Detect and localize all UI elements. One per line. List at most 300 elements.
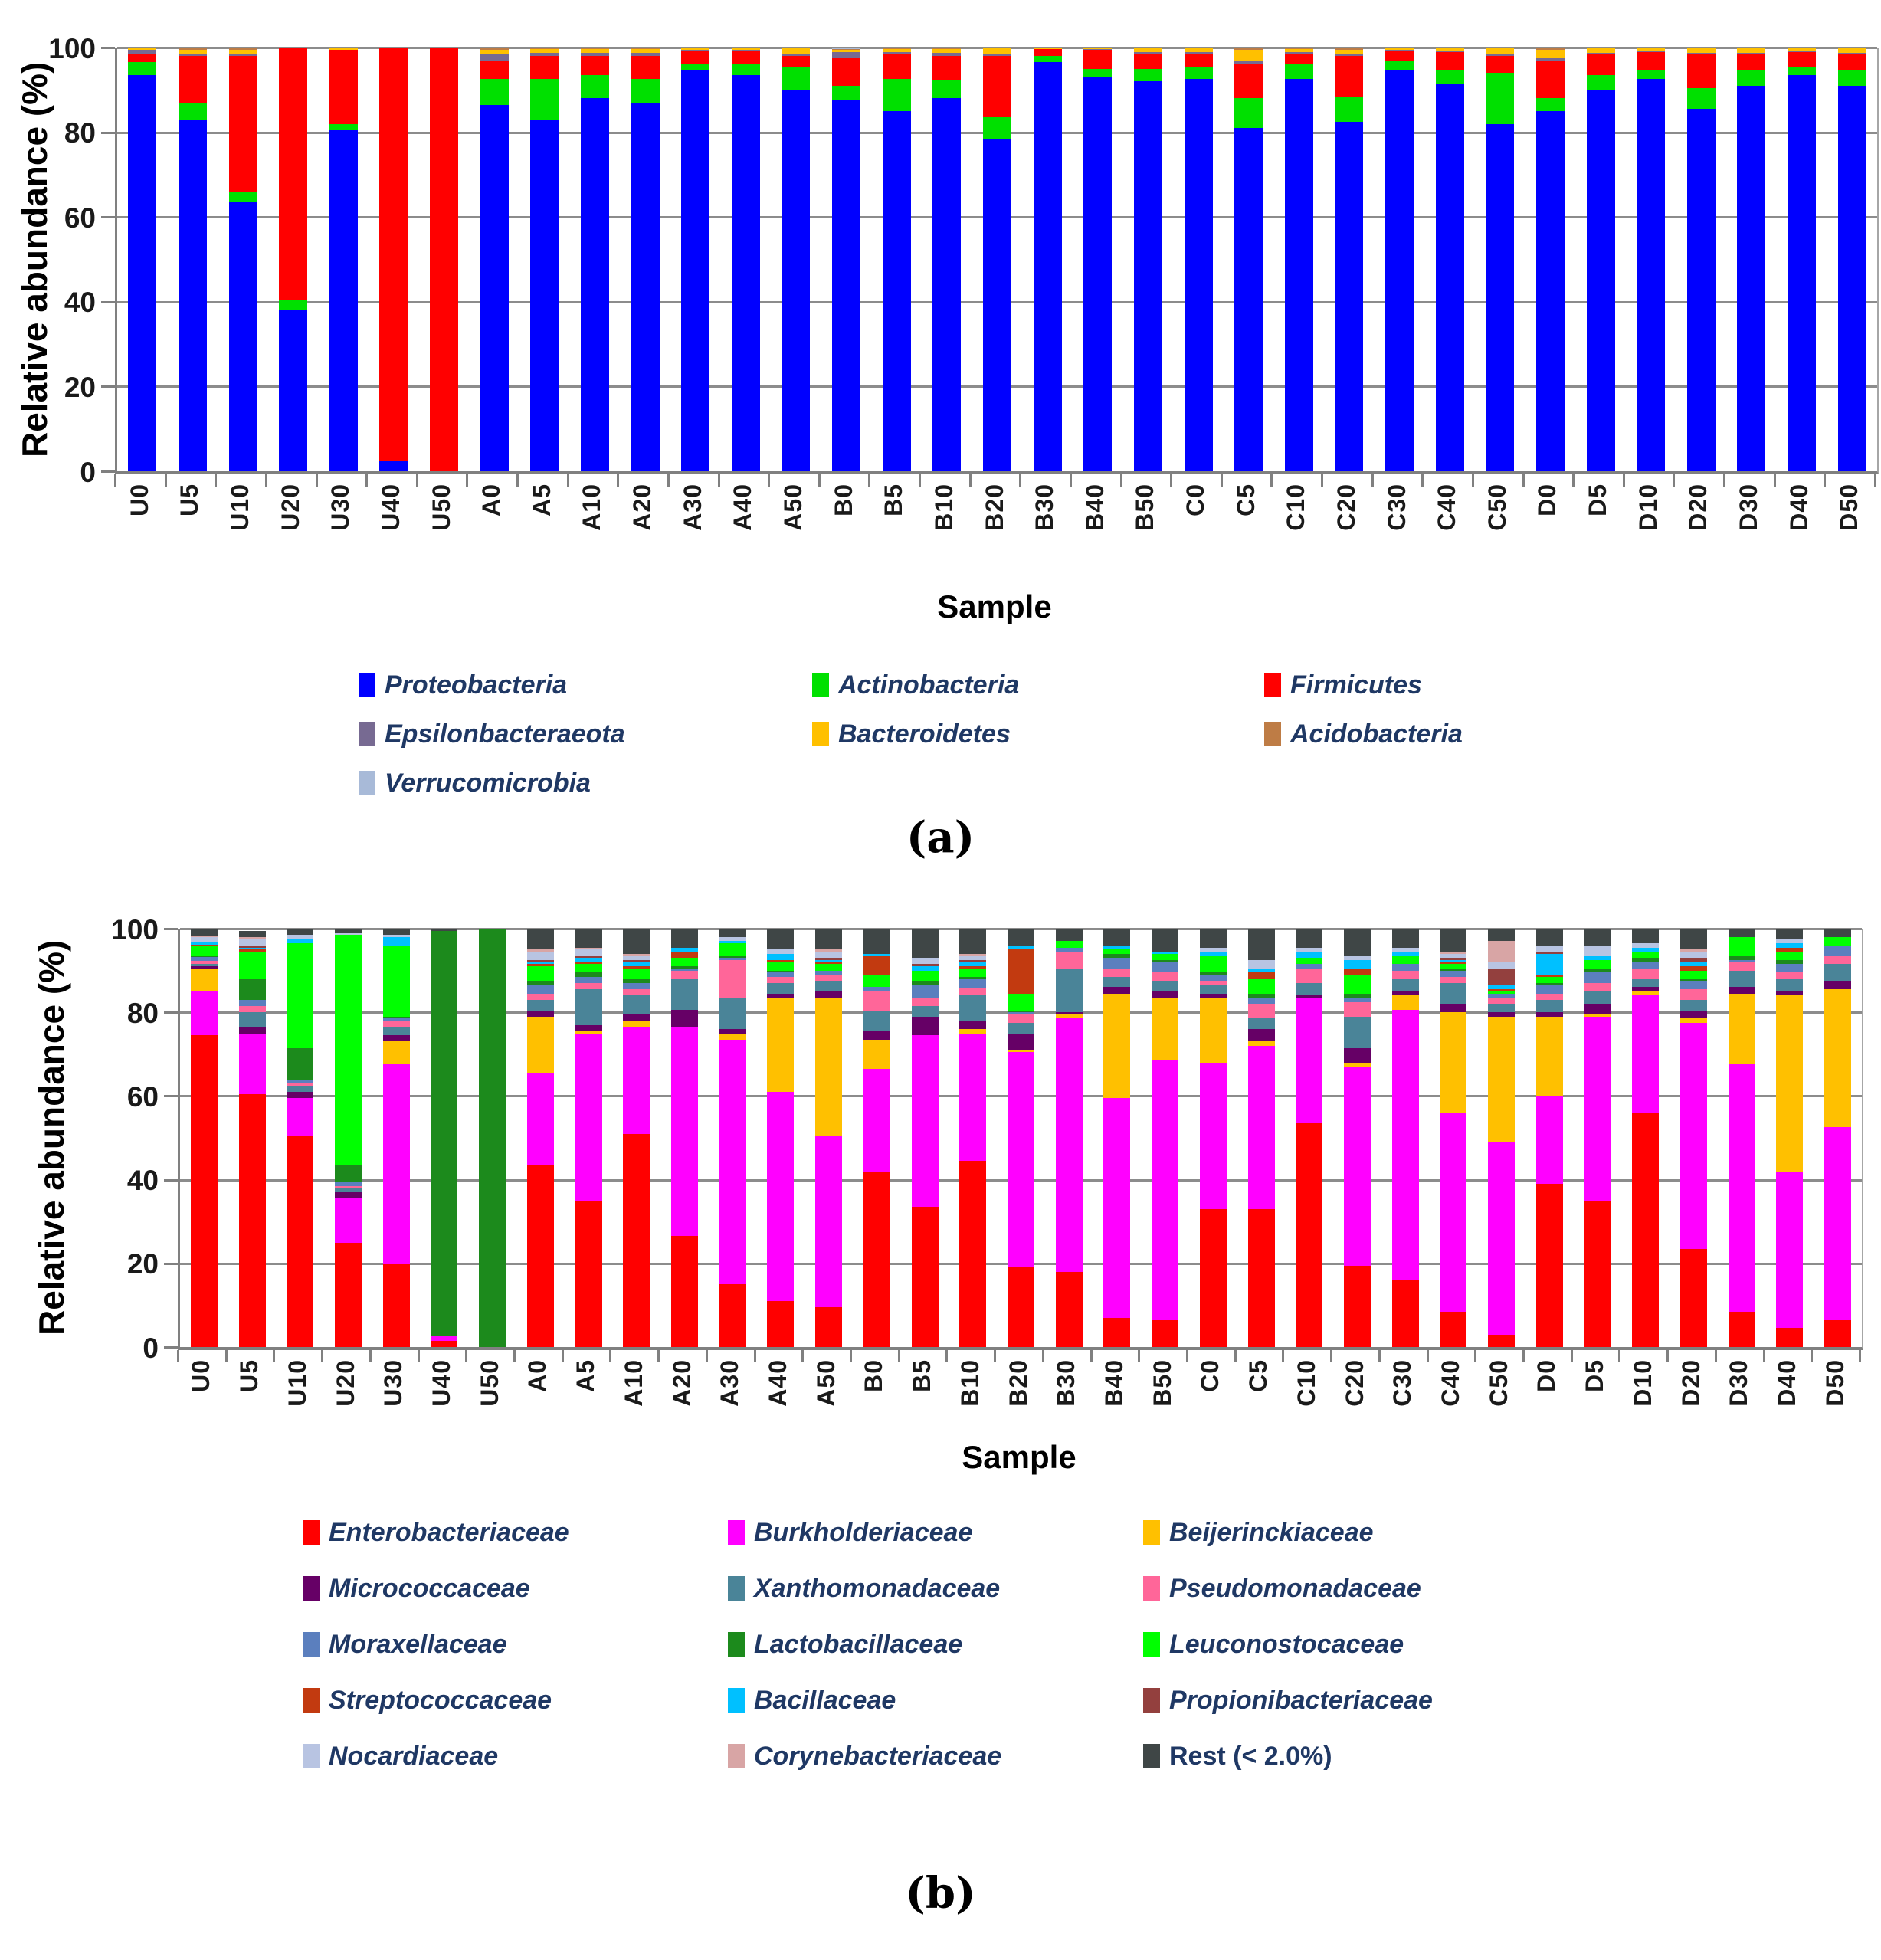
segment-firmicutes [1335, 56, 1363, 97]
segment-micrococcaceae [1680, 1011, 1707, 1019]
legend-label: Rest (< 2.0%) [1169, 1741, 1332, 1771]
segment-enterobacteriaceae [239, 1094, 266, 1347]
segment-xanthomonadaceae [1776, 979, 1803, 991]
segment-rest-2-0- [1536, 929, 1563, 946]
segment-beijerinckiaceae [1536, 1017, 1563, 1096]
segment-proteobacteria [832, 100, 860, 471]
segment-actinobacteria [530, 79, 559, 120]
legend-item-proteobacteria [359, 668, 567, 702]
segment-actinobacteria [1083, 69, 1112, 77]
legend-swatch [1264, 722, 1281, 746]
legend-swatch [728, 1744, 745, 1768]
segment-moraxellaceae [1584, 972, 1611, 983]
legend-item-firmicutes [1264, 668, 1422, 702]
segment-actinobacteria [1536, 98, 1565, 111]
segment-micrococcaceae [527, 1011, 554, 1017]
segment-rest-2-0- [383, 929, 410, 935]
segment-leuconostocaceae [335, 935, 362, 1165]
segment-nocardiaceae [575, 949, 602, 955]
segment-burkholderiaceae [239, 1034, 266, 1094]
x-tick-mark [1270, 474, 1273, 487]
segment-rest-2-0- [1344, 929, 1371, 955]
segment-moraxellaceae [575, 977, 602, 983]
segment-proteobacteria [883, 111, 911, 471]
segment-burkholderiaceae [623, 1027, 650, 1133]
segment-enterobacteriaceae [719, 1284, 746, 1347]
segment-leuconostocaceae [1056, 941, 1083, 947]
segment-beijerinckiaceae [815, 998, 842, 1136]
bar-C30 [1385, 48, 1414, 471]
bar-C50 [1486, 48, 1514, 471]
segment-firmicutes [128, 54, 156, 62]
segment-actinobacteria [1436, 70, 1464, 84]
legend-swatch [1264, 673, 1281, 697]
y-tick-label-0: 0 [80, 456, 96, 488]
segment-actinobacteria [1385, 61, 1414, 71]
x-tick-mark [465, 1350, 467, 1362]
segment-leuconostocaceae [527, 966, 554, 981]
legend-swatch [728, 1576, 745, 1601]
segment-actinobacteria [179, 103, 207, 120]
segment-leuconostocaceae [1392, 956, 1419, 965]
legend-label: Moraxellaceae [329, 1629, 507, 1659]
segment-firmicutes [1587, 54, 1615, 75]
segment-enterobacteriaceae [1103, 1318, 1130, 1347]
segment-pseudomonadaceae [623, 989, 650, 995]
y-tick-label-20: 20 [126, 1248, 159, 1280]
x-tick-label-B30: B30 [1052, 1359, 1080, 1407]
segment-firmicutes [782, 56, 810, 67]
y-tick-label-40: 40 [126, 1165, 159, 1197]
legend-swatch [812, 673, 829, 697]
x-tick-mark [1421, 474, 1424, 487]
legend-label: Bacillaceae [754, 1685, 896, 1715]
bar-C40 [1436, 48, 1464, 471]
x-tick-mark [1572, 474, 1575, 487]
segment-xanthomonadaceae [1296, 983, 1322, 995]
x-tick-mark [1811, 1350, 1813, 1362]
bar-A20 [671, 929, 698, 1347]
x-tick-mark [562, 1350, 564, 1362]
segment-actinobacteria [229, 192, 257, 202]
segment-actinobacteria [1637, 70, 1665, 79]
x-tick-mark [1723, 474, 1725, 487]
segment-xanthomonadaceae [1824, 964, 1851, 981]
segment-enterobacteriaceae [815, 1307, 842, 1347]
segment-burkholderiaceae [1008, 1052, 1034, 1267]
bar-A50 [782, 48, 810, 471]
segment-propionibacteriaceae [1488, 969, 1515, 985]
legend-item-xanthomonadaceae [728, 1572, 1000, 1605]
segment-rest-2-0- [239, 931, 266, 937]
segment-micrococcaceae [863, 1031, 890, 1040]
segment-rest-2-0- [1729, 929, 1755, 937]
segment-burkholderiaceae [527, 1073, 554, 1165]
bar-B10 [959, 929, 986, 1347]
legend-item-bacillaceae [728, 1683, 896, 1717]
segment-enterobacteriaceae [335, 1243, 362, 1348]
segment-xanthomonadaceae [719, 998, 746, 1029]
legend-label: Xanthomonadaceae [754, 1573, 1001, 1603]
segment-firmicutes [1436, 52, 1464, 71]
segment-burkholderiaceae [1200, 1063, 1227, 1209]
segment-bacteroidetes [179, 50, 207, 55]
segment-pseudomonadaceae [1536, 994, 1563, 1000]
bar-D0 [1536, 929, 1563, 1347]
x-tick-mark [1427, 1350, 1429, 1362]
y-axis-title-b: Relative abundance (%) [31, 939, 71, 1336]
bar-U5 [239, 929, 266, 1347]
segment-leuconostocaceae [719, 943, 746, 955]
x-tick-mark [365, 474, 368, 487]
y-tick-mark-20 [101, 385, 115, 388]
x-tick-label-U50: U50 [475, 1359, 503, 1407]
segment-beijerinckiaceae [767, 998, 794, 1092]
legend-label: Beijerinckiaceae [1169, 1517, 1374, 1547]
x-tick-label-D30: D30 [1725, 1359, 1753, 1407]
x-tick-label-C5: C5 [1231, 483, 1260, 516]
bar-D50 [1824, 929, 1851, 1347]
segment-burkholderiaceae [383, 1064, 410, 1263]
x-tick-label-U0: U0 [187, 1359, 215, 1392]
y-tick-mark-0 [101, 470, 115, 473]
x-tick-mark [567, 474, 569, 487]
bar-U20 [279, 48, 307, 471]
segment-beijerinckiaceae [1776, 995, 1803, 1171]
segment-pseudomonadaceae [671, 971, 698, 979]
segment-micrococcaceae [575, 1025, 602, 1031]
segment-burkholderiaceae [1344, 1067, 1371, 1265]
segment-beijerinckiaceae [1440, 1012, 1466, 1113]
segment-leuconostocaceae [1200, 956, 1227, 973]
segment-enterobacteriaceae [1776, 1328, 1803, 1347]
segment-proteobacteria [1536, 111, 1565, 471]
segment-rest-2-0- [1680, 929, 1707, 949]
segment-moraxellaceae [1632, 962, 1659, 969]
x-axis-title-a: Sample [937, 588, 1052, 624]
segment-beijerinckiaceae [1200, 998, 1227, 1063]
legend-swatch [359, 722, 375, 746]
segment-actinobacteria [782, 67, 810, 90]
segment-actinobacteria [1788, 67, 1816, 75]
segment-proteobacteria [279, 310, 307, 471]
x-tick-label-A50: A50 [778, 483, 807, 531]
bar-C5 [1234, 48, 1263, 471]
x-tick-label-U5: U5 [235, 1359, 264, 1392]
x-tick-mark [1120, 474, 1122, 487]
segment-firmicutes [530, 56, 559, 79]
segment-xanthomonadaceae [1392, 979, 1419, 991]
legend-label: Propionibacteriaceae [1169, 1685, 1433, 1715]
segment-rest-2-0- [767, 929, 794, 949]
legend-item-lactobacillaceae [728, 1627, 962, 1661]
segment-burkholderiaceae [1296, 998, 1322, 1123]
segment-rest-2-0- [912, 929, 939, 958]
x-tick-mark [818, 474, 821, 487]
bar-A20 [631, 48, 660, 471]
segment-burkholderiaceae [912, 1035, 939, 1207]
segment-proteobacteria [1185, 79, 1213, 471]
legend-item-actinobacteria [812, 668, 1019, 702]
segment-firmicutes [1788, 52, 1816, 67]
legend-swatch [728, 1632, 745, 1657]
segment-xanthomonadaceae [1729, 971, 1755, 988]
segment-moraxellaceae [912, 985, 939, 998]
segment-micrococcaceae [1584, 1004, 1611, 1014]
segment-proteobacteria [379, 461, 408, 471]
segment-proteobacteria [1788, 75, 1816, 471]
segment-bacteroidetes [1234, 50, 1263, 61]
segment-actinobacteria [983, 117, 1011, 139]
x-tick-mark [1522, 1350, 1525, 1362]
segment-xanthomonadaceae [815, 981, 842, 991]
segment-proteobacteria [1285, 79, 1313, 471]
segment-xanthomonadaceae [1200, 985, 1227, 994]
segment-proteobacteria [530, 120, 559, 471]
segment-actinobacteria [279, 300, 307, 310]
segment-xanthomonadaceae [287, 1086, 313, 1092]
x-tick-label-A10: A10 [619, 1359, 647, 1407]
x-tick-mark [657, 1350, 660, 1362]
segment-micrococcaceae [287, 1092, 313, 1098]
x-tick-label-U30: U30 [379, 1359, 408, 1407]
x-tick-mark [1673, 474, 1675, 487]
segment-nocardiaceae [815, 952, 842, 958]
x-tick-mark [718, 474, 720, 487]
legend-label: Enterobacteriaceae [329, 1517, 569, 1547]
x-tick-mark [617, 474, 619, 487]
x-tick-mark [754, 1350, 756, 1362]
segment-rest-2-0- [527, 929, 554, 949]
segment-rest-2-0- [575, 929, 602, 948]
x-tick-label-B5: B5 [880, 483, 908, 516]
x-tick-label-D10: D10 [1628, 1359, 1657, 1407]
legend-item-streptococcaceae [303, 1683, 552, 1717]
x-tick-label-D20: D20 [1684, 483, 1712, 531]
segment-micrococcaceae [1103, 987, 1130, 993]
segment-leuconostocaceae [912, 971, 939, 982]
segment-enterobacteriaceae [959, 1161, 986, 1347]
legend-item-bacteroidetes [812, 717, 1011, 751]
segment-leuconostocaceae [1152, 954, 1178, 960]
bar-B40 [1083, 48, 1112, 471]
segment-firmicutes [983, 56, 1011, 117]
segment-proteobacteria [1687, 109, 1716, 471]
bar-D5 [1584, 929, 1611, 1347]
segment-firmicutes [1486, 56, 1514, 73]
segment-actinobacteria [1034, 56, 1062, 62]
segment-firmicutes [581, 56, 609, 75]
segment-firmicutes [1737, 54, 1765, 70]
segment-actinobacteria [732, 64, 760, 75]
bar-U50 [479, 929, 506, 1347]
segment-burkholderiaceae [1440, 1113, 1466, 1311]
segment-xanthomonadaceae [1536, 1000, 1563, 1012]
legend-swatch [303, 1688, 320, 1713]
bar-D20 [1680, 929, 1707, 1347]
x-tick-label-D40: D40 [1772, 1359, 1801, 1407]
y-tick-label-40: 40 [64, 287, 96, 319]
segment-pseudomonadaceae [1729, 962, 1755, 971]
segment-proteobacteria [229, 202, 257, 471]
segment-pseudomonadaceae [1248, 1004, 1275, 1018]
segment-leuconostocaceae [575, 964, 602, 972]
segment-bacillaceae [1536, 954, 1563, 975]
segment-streptococcaceae [1008, 949, 1034, 993]
bar-A40 [767, 929, 794, 1347]
x-tick-label-A20: A20 [628, 483, 657, 531]
segment-micrococcaceae [623, 1014, 650, 1021]
x-tick-label-B40: B40 [1080, 483, 1109, 531]
x-tick-label-U10: U10 [226, 483, 254, 531]
bar-C20 [1344, 929, 1371, 1347]
segment-proteobacteria [631, 103, 660, 471]
segment-rest-2-0- [815, 929, 842, 949]
bar-D40 [1776, 929, 1803, 1347]
segment-xanthomonadaceae [863, 1011, 890, 1031]
segment-bacteroidetes [1536, 50, 1565, 58]
x-tick-mark [1170, 474, 1172, 487]
x-tick-label-B0: B0 [860, 1359, 888, 1392]
segment-lactobacillaceae [239, 979, 266, 1000]
segment-firmicutes [179, 56, 207, 103]
x-tick-label-D0: D0 [1533, 483, 1561, 516]
x-tick-label-C30: C30 [1382, 483, 1411, 531]
segment-rest-2-0- [1440, 929, 1466, 952]
legend-item-burkholderiaceae [728, 1516, 972, 1549]
x-tick-label-U0: U0 [125, 483, 153, 516]
legend-swatch [1143, 1520, 1160, 1545]
x-tick-mark [165, 474, 167, 487]
bar-A0 [527, 929, 554, 1347]
segment-enterobacteriaceae [1056, 1272, 1083, 1347]
segment-actinobacteria [1737, 70, 1765, 85]
bar-B5 [912, 929, 939, 1347]
segment-leuconostocaceae [287, 943, 313, 1048]
segment-enterobacteriaceae [767, 1301, 794, 1347]
x-tick-mark [1715, 1350, 1717, 1362]
x-tick-label-D5: D5 [1584, 483, 1612, 516]
segment-micrococcaceae [1152, 991, 1178, 998]
x-tick-mark [265, 474, 267, 487]
legend-swatch [1143, 1688, 1160, 1713]
segment-rest-2-0- [1152, 929, 1178, 952]
segment-pseudomonadaceae [1152, 972, 1178, 981]
x-tick-label-C20: C20 [1332, 483, 1360, 531]
x-tick-label-D10: D10 [1634, 483, 1662, 531]
segment-burkholderiaceae [1776, 1172, 1803, 1329]
bar-U30 [383, 929, 410, 1347]
x-tick-label-C40: C40 [1436, 1359, 1464, 1407]
legend-swatch [359, 771, 375, 795]
segment-firmicutes [1034, 49, 1062, 56]
segment-nocardiaceae [1680, 952, 1707, 958]
segment-enterobacteriaceae [1344, 1266, 1371, 1347]
segment-enterobacteriaceae [1200, 1209, 1227, 1347]
segment-enterobacteriaceae [863, 1172, 890, 1347]
x-tick-label-B5: B5 [908, 1359, 936, 1392]
y-tick-mark-60 [164, 1095, 178, 1097]
segment-xanthomonadaceae [527, 1000, 554, 1011]
segment-rest-2-0- [671, 929, 698, 948]
bar-B0 [832, 48, 860, 471]
bar-B30 [1056, 929, 1083, 1347]
x-tick-mark [416, 474, 418, 487]
segment-burkholderiaceae [1632, 995, 1659, 1113]
segment-pseudomonadaceae [1008, 1014, 1034, 1023]
bar-A10 [623, 929, 650, 1347]
legend-label: Epsilonbacteraeota [385, 719, 625, 749]
segment-enterobacteriaceae [431, 1341, 457, 1347]
x-tick-mark [706, 1350, 708, 1362]
y-tick-mark-40 [164, 1179, 178, 1182]
segment-actinobacteria [1587, 75, 1615, 90]
x-tick-label-A40: A40 [729, 483, 757, 531]
legend-label: Acidobacteria [1290, 719, 1463, 749]
segment-firmicutes [1536, 61, 1565, 99]
x-tick-mark [177, 1350, 179, 1362]
legend-label: Burkholderiaceae [754, 1517, 973, 1547]
segment-enterobacteriaceae [1392, 1280, 1419, 1347]
segment-firmicutes [279, 48, 307, 300]
x-tick-mark [1618, 1350, 1620, 1362]
legend-item-nocardiaceae [303, 1739, 498, 1773]
caption-a: (a) [906, 812, 975, 863]
x-tick-label-B50: B50 [1148, 1359, 1176, 1407]
legend-item-micrococcaceae [303, 1572, 530, 1605]
x-tick-label-B30: B30 [1031, 483, 1059, 531]
legend-item-moraxellaceae [303, 1627, 507, 1661]
x-tick-label-B10: B10 [955, 1359, 984, 1407]
segment-nocardiaceae [527, 952, 554, 960]
x-tick-label-U30: U30 [326, 483, 355, 531]
segment-moraxellaceae [959, 979, 986, 988]
bar-C10 [1285, 48, 1313, 471]
x-axis-title-b: Sample [962, 1439, 1076, 1475]
segment-pseudomonadaceae [912, 998, 939, 1006]
legend-label: Corynebacteriaceae [754, 1741, 1002, 1771]
segment-firmicutes [1083, 50, 1112, 69]
bar-U10 [287, 929, 313, 1347]
segment-firmicutes [329, 50, 358, 124]
segment-moraxellaceae [239, 1000, 266, 1006]
x-tick-label-B50: B50 [1131, 483, 1159, 531]
legend-swatch [303, 1520, 320, 1545]
segment-enterobacteriaceae [287, 1136, 313, 1347]
segment-micrococcaceae [815, 991, 842, 998]
segment-micrococcaceae [1824, 981, 1851, 989]
segment-xanthomonadaceae [1152, 981, 1178, 991]
x-tick-mark [516, 474, 519, 487]
bar-B20 [983, 48, 1011, 471]
segment-pseudomonadaceae [1103, 969, 1130, 977]
segment-rest-2-0- [863, 929, 890, 954]
bar-D20 [1687, 48, 1716, 471]
segment-proteobacteria [1737, 86, 1765, 471]
bar-C5 [1248, 929, 1275, 1347]
bar-A5 [530, 48, 559, 471]
legend-label: Proteobacteria [385, 670, 568, 700]
segment-leuconostocaceae [1776, 952, 1803, 960]
segment-beijerinckiaceae [623, 1021, 650, 1027]
segment-leuconostocaceae [1680, 971, 1707, 979]
segment-rest-2-0- [1824, 929, 1851, 937]
segment-nocardiaceae [239, 939, 266, 946]
bar-C0 [1200, 929, 1227, 1347]
segment-lactobacillaceae [335, 1165, 362, 1182]
segment-actinobacteria [1185, 67, 1213, 80]
segment-xanthomonadaceae [1008, 1023, 1034, 1034]
